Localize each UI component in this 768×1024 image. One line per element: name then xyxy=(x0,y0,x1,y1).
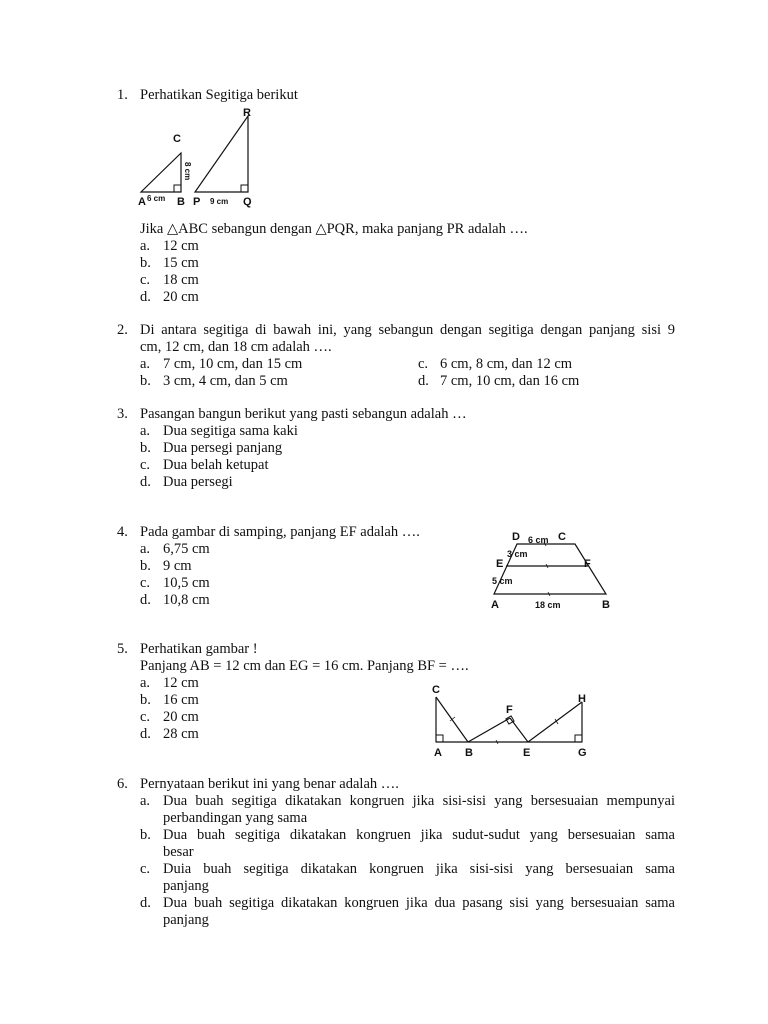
label-ab-length: 18 cm xyxy=(535,600,561,610)
option-letter: c. xyxy=(140,861,151,877)
option-text: 18 cm xyxy=(163,272,199,288)
option-letter: d. xyxy=(140,474,151,490)
option-text: 28 cm xyxy=(163,726,199,742)
question-number: 5. xyxy=(117,641,128,657)
option-letter: b. xyxy=(140,827,151,843)
label-d: D xyxy=(512,531,520,543)
option-text: Dua segitiga sama kaki xyxy=(163,423,298,439)
option-text: 6,75 cm xyxy=(163,541,210,557)
label-a: A xyxy=(138,196,146,208)
option-letter: a. xyxy=(140,356,151,372)
option-letter: d. xyxy=(140,592,151,608)
label-dc-length: 6 cm xyxy=(528,535,549,545)
option-text-cont: perbandingan yang sama xyxy=(163,810,308,826)
option-text: 10,5 cm xyxy=(163,575,210,591)
option-letter: b. xyxy=(140,373,151,389)
option-letter: d. xyxy=(140,289,151,305)
option-text: 7 cm, 10 cm, dan 16 cm xyxy=(440,373,580,389)
option-text: Duia buah segitiga dikatakan kongruen jika sisi-sisi yang bersesuaian sama xyxy=(163,861,675,877)
label-h: H xyxy=(578,693,586,705)
label-c: C xyxy=(558,531,566,543)
option-letter: c. xyxy=(418,356,429,372)
question-text-cont: cm, 12 cm, dan 18 cm adalah …. xyxy=(140,339,332,355)
option-letter: b. xyxy=(140,255,151,271)
question-number: 4. xyxy=(117,524,128,540)
similar-triangles-figure xyxy=(134,104,264,208)
right-angle-mark-b xyxy=(174,185,181,192)
option-letter: a. xyxy=(140,541,151,557)
option-letter: d. xyxy=(418,373,429,389)
question-number: 6. xyxy=(117,776,128,792)
option-text: 6 cm, 8 cm, dan 12 cm xyxy=(440,356,573,372)
option-text: 10,8 cm xyxy=(163,592,210,608)
option-text: 3 cm, 4 cm, dan 5 cm xyxy=(163,373,288,389)
option-text: Dua buah segitiga dikatakan kongruen jika sudut-sudut yang bersesuaian sama xyxy=(163,827,675,843)
question-number: 3. xyxy=(117,406,128,422)
option-letter: a. xyxy=(140,423,151,439)
question-text: Pasangan bangun berikut yang pasti sebangun adalah … xyxy=(140,406,467,422)
option-text: 12 cm xyxy=(163,675,199,691)
triangle-pqr xyxy=(195,116,248,192)
label-c: C xyxy=(173,133,181,145)
label-r: R xyxy=(243,107,251,119)
option-letter: c. xyxy=(140,575,151,591)
question-text-cont: Panjang AB = 12 cm dan EG = 16 cm. Panjang BF = …. xyxy=(140,658,469,674)
option-letter: a. xyxy=(140,793,151,809)
option-text: 20 cm xyxy=(163,709,199,725)
option-letter: c. xyxy=(140,457,151,473)
label-f: F xyxy=(506,704,513,716)
option-text: 15 cm xyxy=(163,255,199,271)
label-p: P xyxy=(193,196,201,208)
option-text: 9 cm xyxy=(163,558,192,574)
label-g: G xyxy=(578,747,587,759)
question-text: Perhatikan gambar ! xyxy=(140,641,258,657)
label-ab-length: 6 cm xyxy=(147,194,166,203)
option-text: Dua belah ketupat xyxy=(163,457,269,473)
label-b: B xyxy=(177,196,185,208)
segment-bf xyxy=(468,718,510,742)
option-letter: b. xyxy=(140,440,151,456)
option-letter: d. xyxy=(140,895,151,911)
question-text: Perhatikan Segitiga berikut xyxy=(140,87,298,103)
option-text: Dua buah segitiga dikatakan kongruen jika dua pasang sisi yang bersesuaian sama xyxy=(163,895,675,911)
trapezoid-figure xyxy=(484,526,624,616)
label-b: B xyxy=(465,747,473,759)
congruent-triangles-figure xyxy=(424,680,594,762)
option-text: Dua persegi panjang xyxy=(163,440,283,456)
option-letter: d. xyxy=(140,726,151,742)
right-angle-mark-g xyxy=(575,735,582,742)
label-a: A xyxy=(434,747,442,759)
option-text: 7 cm, 10 cm, dan 15 cm xyxy=(163,356,303,372)
option-letter: a. xyxy=(140,238,151,254)
question-number: 2. xyxy=(117,322,128,338)
question-text: Jika △ABC sebangun dengan △PQR, maka panjang PR adalah …. xyxy=(140,221,528,237)
label-de-length: 3 cm xyxy=(507,549,528,559)
label-f: F xyxy=(584,558,591,570)
option-text: Dua persegi xyxy=(163,474,233,490)
question-text: Pada gambar di samping, panjang EF adalah …. xyxy=(140,524,420,540)
question-text: Pernyataan berikut ini yang benar adalah …. xyxy=(140,776,399,792)
option-letter: c. xyxy=(140,709,151,725)
label-bc-length: 8 cm xyxy=(183,162,192,181)
option-letter: a. xyxy=(140,675,151,691)
option-text-cont: panjang xyxy=(163,912,209,928)
label-b: B xyxy=(602,599,610,611)
right-angle-mark-a xyxy=(436,735,443,742)
option-letter: c. xyxy=(140,272,151,288)
label-a: A xyxy=(491,599,499,611)
option-text-cont: panjang xyxy=(163,878,209,894)
label-q: Q xyxy=(243,196,252,208)
option-text: 12 cm xyxy=(163,238,199,254)
question-text: Di antara segitiga di bawah ini, yang sebangun dengan segitiga dengan panjang sisi 9 xyxy=(140,322,675,338)
option-text-cont: besar xyxy=(163,844,194,860)
right-angle-mark-q xyxy=(241,185,248,192)
option-text: 16 cm xyxy=(163,692,199,708)
label-e: E xyxy=(523,747,531,759)
option-text: 20 cm xyxy=(163,289,199,305)
question-number: 1. xyxy=(117,87,128,103)
label-pq-length: 9 cm xyxy=(210,197,229,206)
segment-eh xyxy=(528,702,582,742)
option-text: Dua buah segitiga dikatakan kongruen jika sisi-sisi yang bersesuaian mempunyai xyxy=(163,793,675,809)
label-ea-length: 5 cm xyxy=(492,576,513,586)
option-letter: b. xyxy=(140,692,151,708)
option-letter: b. xyxy=(140,558,151,574)
triangle-abc xyxy=(141,153,181,192)
label-c: C xyxy=(432,684,440,696)
label-e: E xyxy=(496,558,504,570)
